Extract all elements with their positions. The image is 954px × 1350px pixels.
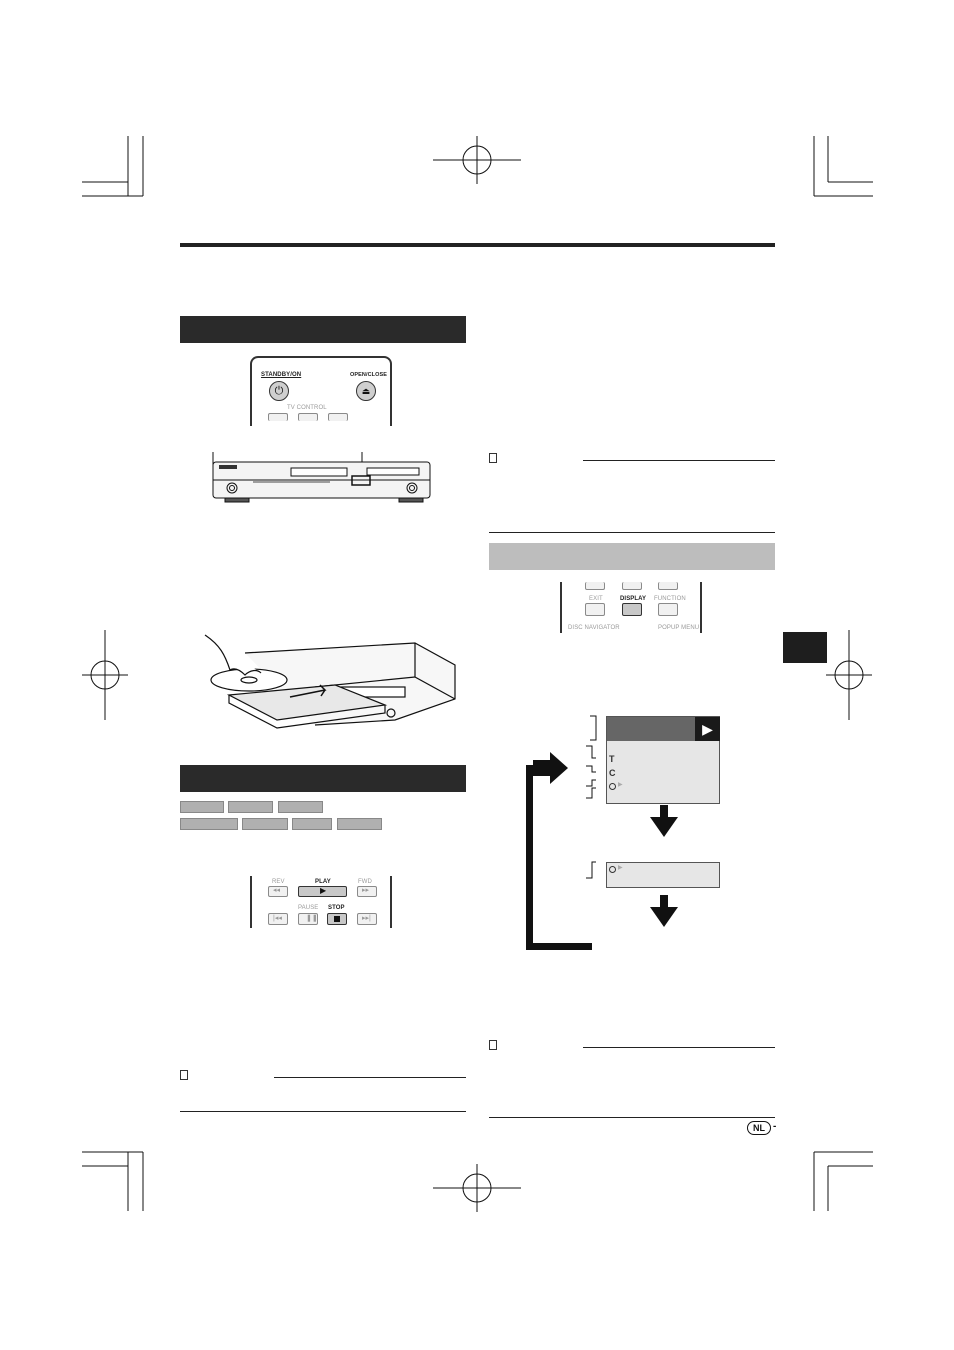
- down-arrow-1-shaft: [660, 805, 668, 817]
- play-button[interactable]: [298, 886, 347, 897]
- disc-type-chip-4: [180, 818, 238, 830]
- display-label: DISPLAY: [620, 596, 647, 602]
- osd-header: [607, 717, 695, 741]
- note-rule-left-top: [274, 1077, 466, 1078]
- osd-title-letter: T: [609, 754, 615, 764]
- play-mini-icon: ▶: [618, 782, 623, 788]
- disc-type-chip-7: [337, 818, 382, 830]
- tv-control-label: TV CONTROL: [287, 405, 327, 411]
- clock-icon: [609, 866, 616, 873]
- play-mini-icon: ▶: [618, 865, 623, 871]
- remote-display-panel-left-edge: [560, 582, 562, 633]
- remote-display-panel-right-edge: [700, 582, 702, 633]
- note-rule-right-1-top: [583, 460, 775, 461]
- disc-type-chip-6: [292, 818, 332, 830]
- exit-button[interactable]: [585, 603, 605, 616]
- section-bar-left-1: [180, 316, 466, 343]
- standby-on-button[interactable]: [269, 381, 289, 401]
- note-rule-left-bottom: [180, 1111, 466, 1112]
- disc-type-chip-1: [180, 801, 224, 813]
- function-label: FUNCTION: [654, 596, 686, 602]
- popup-menu-label: POPUP MENU: [658, 625, 700, 631]
- pioneer-logo: [219, 465, 237, 469]
- remote-key-top-1[interactable]: [585, 582, 605, 590]
- disc-loading-illustration: [185, 625, 465, 745]
- eject-icon: ⏏: [361, 385, 371, 396]
- remote-play-panel-right-edge: [390, 876, 392, 928]
- skip-forward-icon: ▸▸|: [362, 915, 371, 922]
- play-icon: ▶: [702, 721, 713, 737]
- remote-key-top-2[interactable]: [622, 582, 642, 590]
- note-rule-right-2-bottom: [489, 1117, 775, 1118]
- clock-icon: [609, 783, 616, 790]
- open-close-label: OPEN/CLOSE: [350, 372, 388, 378]
- remote-play-panel: [250, 876, 252, 928]
- play-label: PLAY: [315, 879, 331, 885]
- pause-button[interactable]: [298, 913, 318, 925]
- fwd-button[interactable]: [357, 886, 377, 897]
- osd-chapter-letter: C: [609, 768, 616, 778]
- fwd-label: FWD: [358, 879, 372, 885]
- down-arrow-2-head: [650, 907, 678, 927]
- osd-time-panel: [606, 862, 720, 888]
- fast-forward-icon: ▸▸: [362, 887, 370, 894]
- note-rule-right-1-bottom: [489, 532, 775, 533]
- player-front-illustration: [205, 448, 435, 508]
- rev-button[interactable]: [268, 886, 288, 897]
- disc-type-chip-5: [242, 818, 288, 830]
- tv-control-key-1[interactable]: [268, 413, 288, 421]
- disc-type-chip-2: [228, 801, 273, 813]
- note-icon-right-2: [489, 1040, 497, 1050]
- pause-icon: ❚❚: [306, 915, 318, 922]
- stop-icon: [334, 916, 340, 922]
- stop-label: STOP: [328, 905, 345, 911]
- function-button[interactable]: [658, 603, 678, 616]
- chapter-tab: [783, 632, 827, 663]
- remote-key-top-3[interactable]: [658, 582, 678, 590]
- note-icon-left: [180, 1070, 188, 1080]
- down-arrow-2-shaft: [660, 895, 668, 907]
- skip-back-icon: |◂◂: [273, 915, 282, 922]
- pause-label: PAUSE: [298, 905, 319, 911]
- note-icon-right-1: [489, 453, 497, 463]
- osd-info-panel: [606, 716, 720, 804]
- play-icon: ▶: [320, 886, 327, 895]
- power-icon: ⏻: [274, 384, 284, 397]
- open-close-button[interactable]: [356, 381, 376, 401]
- rev-label: REV: [272, 879, 285, 885]
- rewind-icon: ◂◂: [273, 887, 281, 894]
- display-button[interactable]: [622, 603, 642, 616]
- next-button[interactable]: [357, 913, 377, 925]
- prev-button[interactable]: [268, 913, 288, 925]
- header-rule: [180, 243, 775, 247]
- disc-type-chip-3: [278, 801, 323, 813]
- exit-label: EXIT: [589, 596, 603, 602]
- note-rule-right-2-top: [583, 1047, 775, 1048]
- language-badge: NL: [747, 1121, 771, 1135]
- section-bar-left-2: [180, 765, 466, 792]
- section-bar-right: [489, 543, 775, 570]
- standby-on-label: STANDBY/ON: [261, 372, 302, 378]
- page-dash: -: [773, 1121, 777, 1132]
- stop-button[interactable]: [327, 913, 347, 925]
- disc-navigator-label: DISC NAVIGATOR: [568, 625, 620, 631]
- tv-control-key-2[interactable]: [298, 413, 318, 421]
- tv-control-key-3[interactable]: [328, 413, 348, 421]
- down-arrow-1-head: [650, 817, 678, 837]
- osd-play-status: [695, 717, 720, 741]
